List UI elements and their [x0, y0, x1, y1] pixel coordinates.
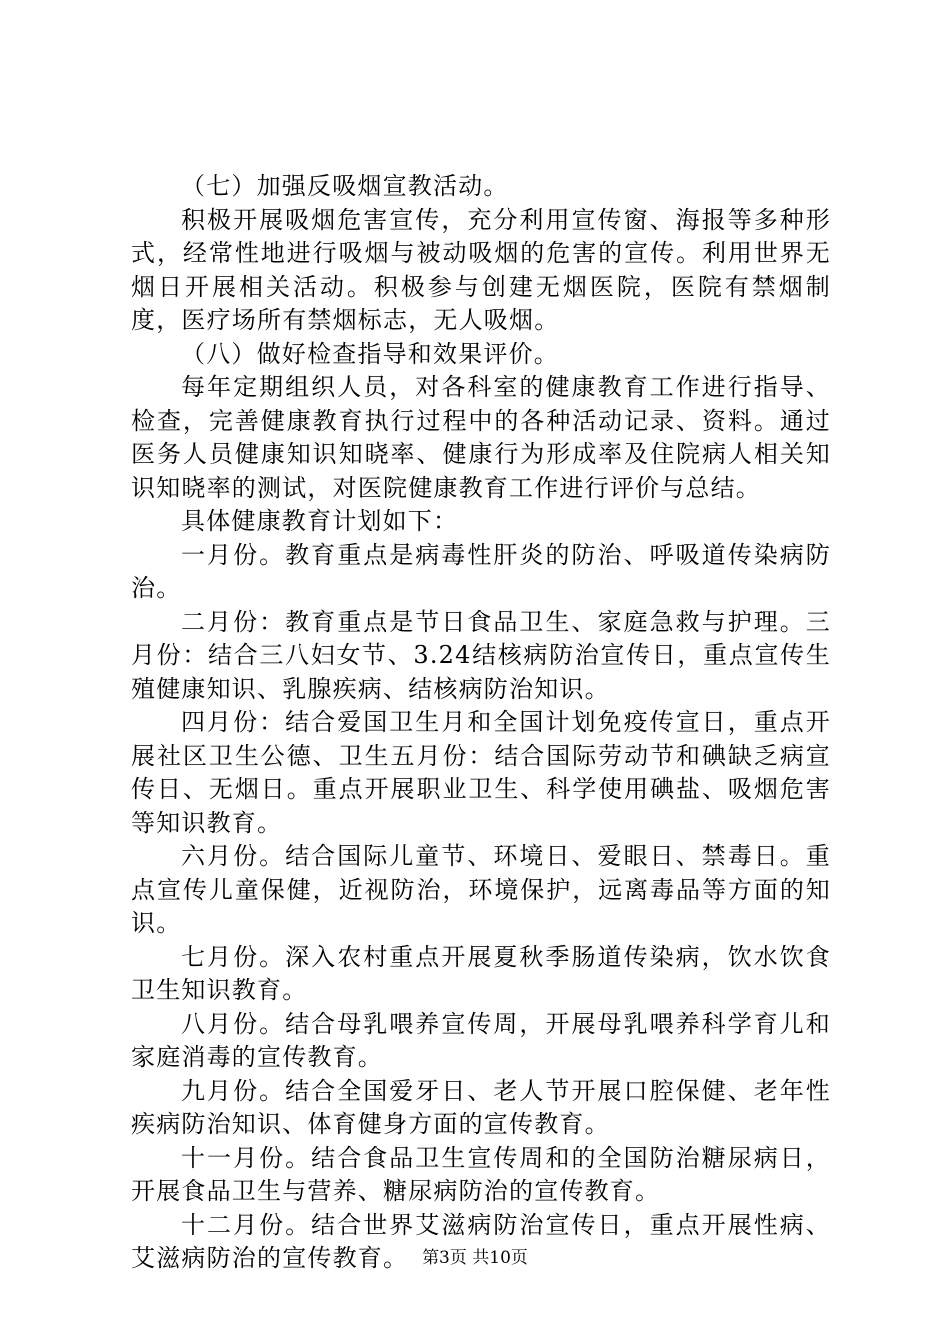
plan-item-august: 八月份。结合母乳喂养宣传周，开展母乳喂养科学育儿和家庭消毒的宣传教育。	[131, 1009, 831, 1071]
plan-item-june: 六月份。结合国际儿童节、环境日、爱眼日、禁毒日。重点宣传儿童保健，近视防治，环境保护，远离毒品等方面的知识。	[131, 842, 831, 937]
plan-item-april-may: 四月份：结合爱国卫生月和全国计划免疫传宣日，重点开展社区卫生公德、卫生五月份：结合国际劳动节和碘缺乏病宣传日、无烟日。重点开展职业卫生、科学使用碘盐、吸烟危害等知识教育。	[131, 708, 831, 837]
document-body	[131, 170, 831, 1276]
plan-item-july: 七月份。深入农村重点开展夏秋季肠道传染病，饮水饮食卫生知识教育。	[131, 942, 831, 1004]
plan-item-september: 九月份。结合全国爱牙日、老人节开展口腔保健、老年性疾病防治知识、体育健身方面的宣传教育。	[131, 1076, 831, 1138]
paragraph: 每年定期组织人员，对各科室的健康教育工作进行指导、检查，完善健康教育执行过程中的各种活动记录、资料。通过医务人员健康知识知晓率、健康行为形成率及住院病人相关知识知晓率的测试，对医院健康教育工作进行评价与总结。	[131, 373, 831, 502]
paragraph: 积极开展吸烟危害宣传，充分利用宣传窗、海报等多种形式，经常性地进行吸烟与被动吸烟的危害的宣传。利用世界无烟日开展相关活动。积极参与创建无烟医院，医院有禁烟制度，医疗场所有禁烟标志，无人吸烟。	[131, 205, 831, 334]
plan-item-december: 十二月份。结合世界艾滋病防治宣传日，重点开展性病、艾滋病防治的宣传教育。	[131, 1210, 831, 1272]
plan-item-november: 十一月份。结合食品卫生宣传周和的全国防治糖尿病日，开展食品卫生与营养、糖尿病防治的宣传教育。	[131, 1143, 831, 1205]
section-heading-seven: （七）加强反吸烟宣教活动。	[181, 172, 509, 200]
plan-intro: 具体健康教育计划如下：	[181, 507, 459, 535]
plan-item-february-march: 二月份：教育重点是节日食品卫生、家庭急救与护理。三月份：结合三八妇女节、3.24结核病防治宣传日，重点宣传生殖健康知识、乳腺疾病、结核病防治知识。	[131, 607, 831, 703]
page-number-footer: 第3页 共10页	[422, 1248, 528, 1268]
section-heading-eight: （八）做好检查指导和效果评价。	[181, 339, 559, 368]
plan-item-january: 一月份。教育重点是病毒性肝炎的防治、呼吸道传染病防治。	[131, 540, 831, 602]
